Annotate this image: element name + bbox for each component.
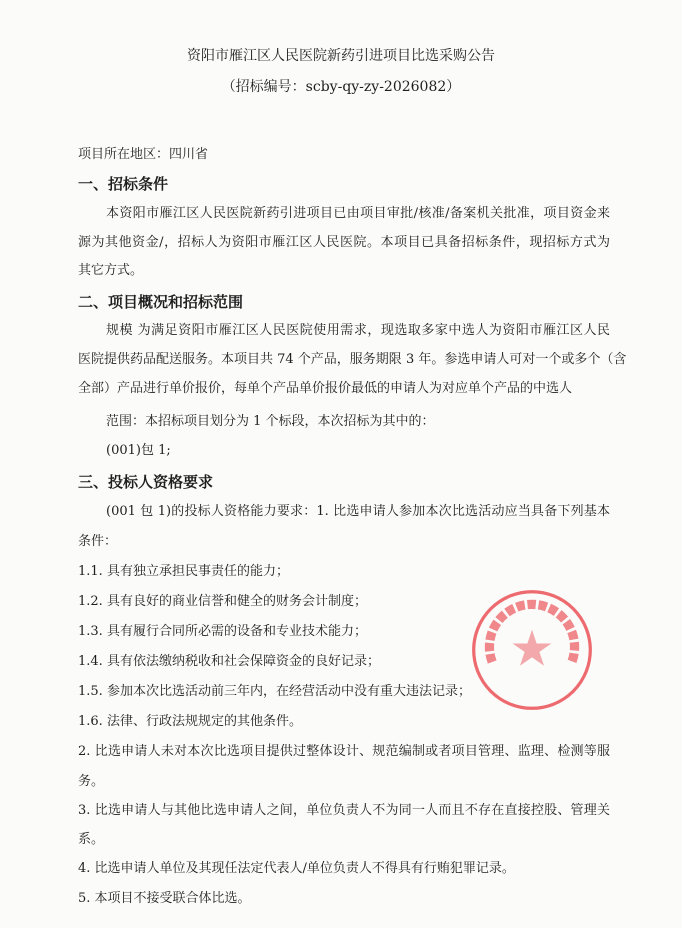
- requirement-item: 1.1. 具有独立承担民事责任的能力；: [78, 564, 289, 579]
- section-1-heading: 一、招标条件: [78, 175, 169, 193]
- tender-number: （招标编号：scby-qy-zy-2026082）: [221, 79, 461, 95]
- document-title: 资阳市雁江区人民医院新药引进项目比选采购公告: [187, 48, 495, 64]
- requirement-item: 1.5. 参加本次比选活动前三年内，在经营活动中没有重大违法记录；: [78, 684, 471, 699]
- paragraph-line: 本资阳市雁江区人民医院新药引进项目已由项目审批/核准/备案机关批准，项目资金来: [106, 206, 610, 221]
- paragraph-line: 全部）产品进行单价报价，每单个产品单价报价最低的申请人为对应单个产品的中选人: [78, 381, 573, 396]
- paragraph-line: 医院提供药品配送服务。本项目共 74 个产品，服务期限 3 年。参选申请人可对一个或多个（含: [78, 352, 627, 367]
- official-seal-stamp: [470, 588, 594, 712]
- requirement-item: 1.6. 法律、行政法规规定的其他条件。: [78, 714, 302, 729]
- section-2-heading: 二、项目概况和招标范围: [78, 293, 244, 311]
- paragraph-line: 系。: [78, 832, 105, 847]
- requirement-item: 1.3. 具有履行合同所必需的设备和专业技术能力；: [78, 624, 367, 639]
- star-icon: [513, 630, 552, 666]
- requirement-item: 5. 本项目不接受联合体比选。: [78, 891, 251, 906]
- scope-text: 范围：本招标项目划分为 1 个标段，本次招标为其中的：: [106, 414, 435, 429]
- requirement-item: 1.4. 具有依法缴纳税收和社会保障资金的良好记录；: [78, 654, 380, 669]
- paragraph-line: 务。: [78, 774, 105, 789]
- requirement-item: 4. 比选申请人单位及其现任法定代表人/单位负责人不得具有行贿犯罪记录。: [78, 861, 515, 876]
- section-3-heading: 三、投标人资格要求: [78, 473, 214, 491]
- paragraph-line: 其它方式。: [78, 263, 144, 278]
- requirement-item: 1.2. 具有良好的商业信誉和健全的财务会计制度；: [78, 594, 367, 609]
- paragraph-line: (001 包 1)的投标人资格能力要求：1. 比选申请人参加本次比选活动应当具备下列基本: [106, 504, 610, 519]
- paragraph-line: 源为其他资金/，招标人为资阳市雁江区人民医院。本项目已具备招标条件，现招标方式为: [78, 235, 610, 250]
- project-region: 项目所在地区：四川省: [78, 147, 209, 162]
- package-text: (001)包 1;: [106, 443, 171, 458]
- requirement-item: 2. 比选申请人未对本次比选项目提供过整体设计、规范编制或者项目管理、监理、检测等服: [78, 744, 610, 759]
- paragraph-line: 条件：: [78, 534, 118, 549]
- requirement-item: 3. 比选申请人与其他比选申请人之间，单位负责人不为同一人而且不存在直接控股、管理关: [78, 803, 610, 818]
- paragraph-line: 规模 为满足资阳市雁江区人民医院使用需求，现选取多家中选人为资阳市雁江区人民: [106, 323, 610, 338]
